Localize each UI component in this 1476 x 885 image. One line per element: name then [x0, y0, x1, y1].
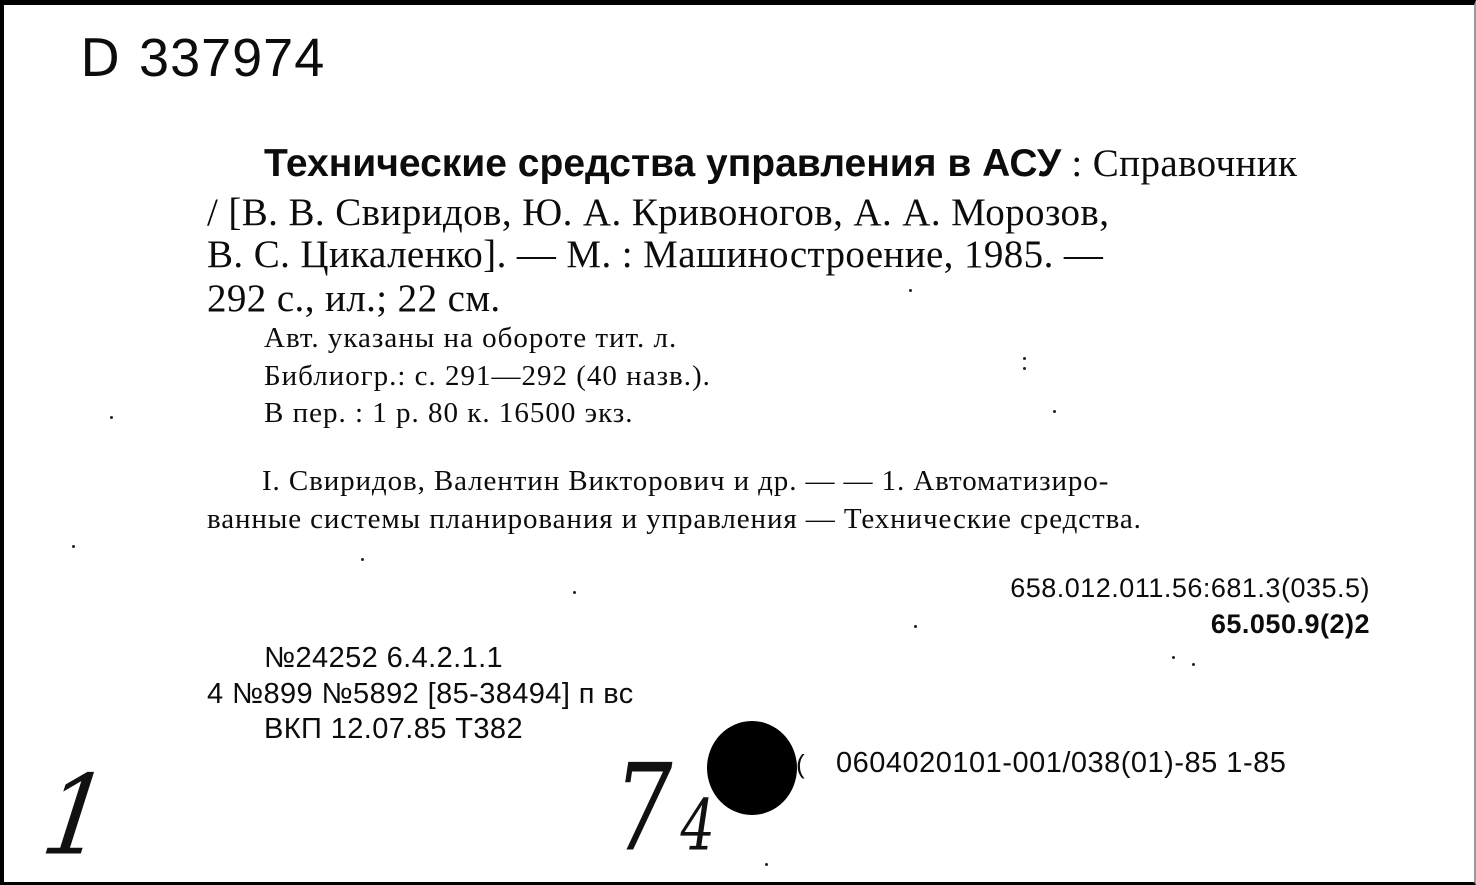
speck: [1023, 357, 1026, 360]
speck: [1053, 410, 1056, 413]
title: Технические средства управления в АСУ: [264, 142, 1062, 185]
description-line-1: [264, 144, 1297, 183]
note-bibliography: Библиогр.: с. 291—292 (40 назв.).: [264, 360, 711, 392]
speck: [361, 558, 364, 561]
description-line-2: / [В. В. Свиридов, Ю. А. Кривоногов, А. А. Морозов,: [207, 191, 1110, 234]
speck: [1023, 367, 1026, 370]
speck: [914, 625, 917, 628]
speck: [909, 289, 912, 292]
catalog-number: [80, 27, 325, 89]
description-line-3: В. С. Цикаленко]. — М. : Машиностроение, 1985. —: [207, 233, 1104, 276]
speck: [1172, 656, 1175, 659]
note-authors: Авт. указаны на обороте тит. л.: [264, 322, 678, 354]
udc-index: 658.012.011.56:681.3(035.5): [1010, 573, 1370, 603]
tracing-line-2: ванные системы планирования и управления — Технические средства.: [207, 503, 1142, 535]
handwritten-mark-center-main: 7: [614, 738, 673, 879]
registration-line-3: ВКП 12.07.85 Т382: [264, 713, 523, 745]
registration-line-1: №24252 6.4.2.1.1: [264, 642, 504, 674]
handwritten-mark-left: 1: [34, 751, 117, 880]
tracing-line-1: I. Свиридов, Валентин Викторович и др. — — 1. Автоматизиро-: [262, 465, 1110, 497]
note-price: В пер. : 1 р. 80 к. 16500 экз.: [264, 397, 634, 429]
punch-hole: [707, 721, 797, 815]
speck: [110, 416, 113, 419]
code-line: 0604020101-001/038(01)-85 1-85: [836, 747, 1287, 779]
description-line-4: 292 с., ил.; 22 см.: [207, 277, 501, 320]
title-subtitle: : Справочник: [1061, 142, 1298, 185]
speck: [765, 863, 768, 866]
handwritten-mark-center-small: 4: [680, 784, 715, 867]
speck: [72, 545, 75, 548]
speck: [1192, 663, 1195, 666]
catalog-number-value: 337974: [139, 28, 326, 88]
handwritten-mark-center: [614, 739, 715, 878]
bbk-index: 65.050.9(2)2: [1210, 609, 1370, 639]
speck: [573, 591, 576, 594]
punch-hole-edge-mark: (: [796, 749, 805, 779]
registration-line-2: 4 №899 №5892 [85-38494] п вс: [207, 678, 634, 710]
catalog-letter: D: [80, 29, 122, 89]
